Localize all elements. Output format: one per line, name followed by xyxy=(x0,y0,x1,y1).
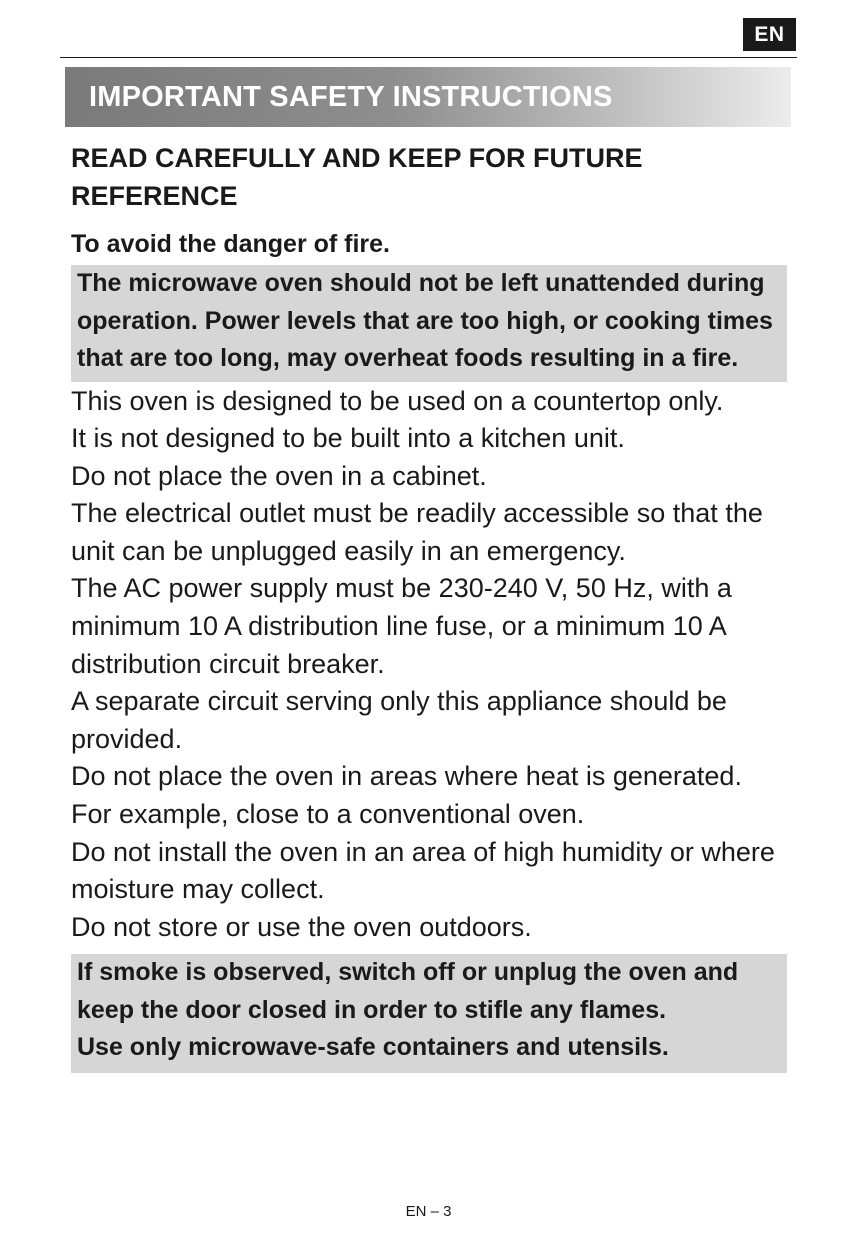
subheading: READ CAREFULLY AND KEEP FOR FUTURE REFERENCE xyxy=(71,143,643,211)
warning-text: Use only microwave-safe containers and utensils. xyxy=(77,1033,669,1062)
instruction-paragraph: For example, close to a conventional oven. xyxy=(71,799,585,830)
main-content xyxy=(71,137,787,1073)
header-divider xyxy=(60,57,797,58)
page-number: EN – 3 xyxy=(405,1203,452,1220)
instruction-paragraph: Do not store or use the oven outdoors. xyxy=(71,911,532,942)
instruction-paragraph: A separate circuit serving only this appliance should be provided. xyxy=(71,686,727,754)
instruction-paragraph: Do not place the oven in a cabinet. xyxy=(71,460,487,491)
warning-box-fire xyxy=(71,265,787,382)
warning-box-smoke xyxy=(71,954,787,1073)
warning-text: The microwave oven should not be left unattended during operation. Power levels that are too high, or cooking times that are too long, may overheat foods resulting in a fire. xyxy=(77,269,773,372)
instruction-paragraph: This oven is designed to be used on a countertop only. xyxy=(71,385,724,416)
instruction-paragraph: Do not place the oven in areas where heat is generated. xyxy=(71,761,742,792)
language-badge: EN xyxy=(743,18,796,51)
section-title: IMPORTANT SAFETY INSTRUCTIONS xyxy=(89,80,613,113)
instruction-paragraph: It is not designed to be built into a kitchen unit. xyxy=(71,423,625,454)
danger-heading: To avoid the danger of fire. xyxy=(71,230,391,258)
instruction-paragraph: The electrical outlet must be readily accessible so that the unit can be unplugged easily in an emergency. xyxy=(71,498,763,566)
section-title-bar xyxy=(65,67,791,127)
instruction-paragraph: The AC power supply must be 230-240 V, 50 Hz, with a minimum 10 A distribution line fuse, or a minimum 10 A distribution circuit breaker. xyxy=(71,573,732,679)
instruction-list xyxy=(71,383,787,947)
warning-text: If smoke is observed, switch off or unplug the oven and keep the door closed in order to stifle any flames. xyxy=(77,958,739,1024)
instruction-paragraph: Do not install the oven in an area of high humidity or where moisture may collect. xyxy=(71,836,775,905)
